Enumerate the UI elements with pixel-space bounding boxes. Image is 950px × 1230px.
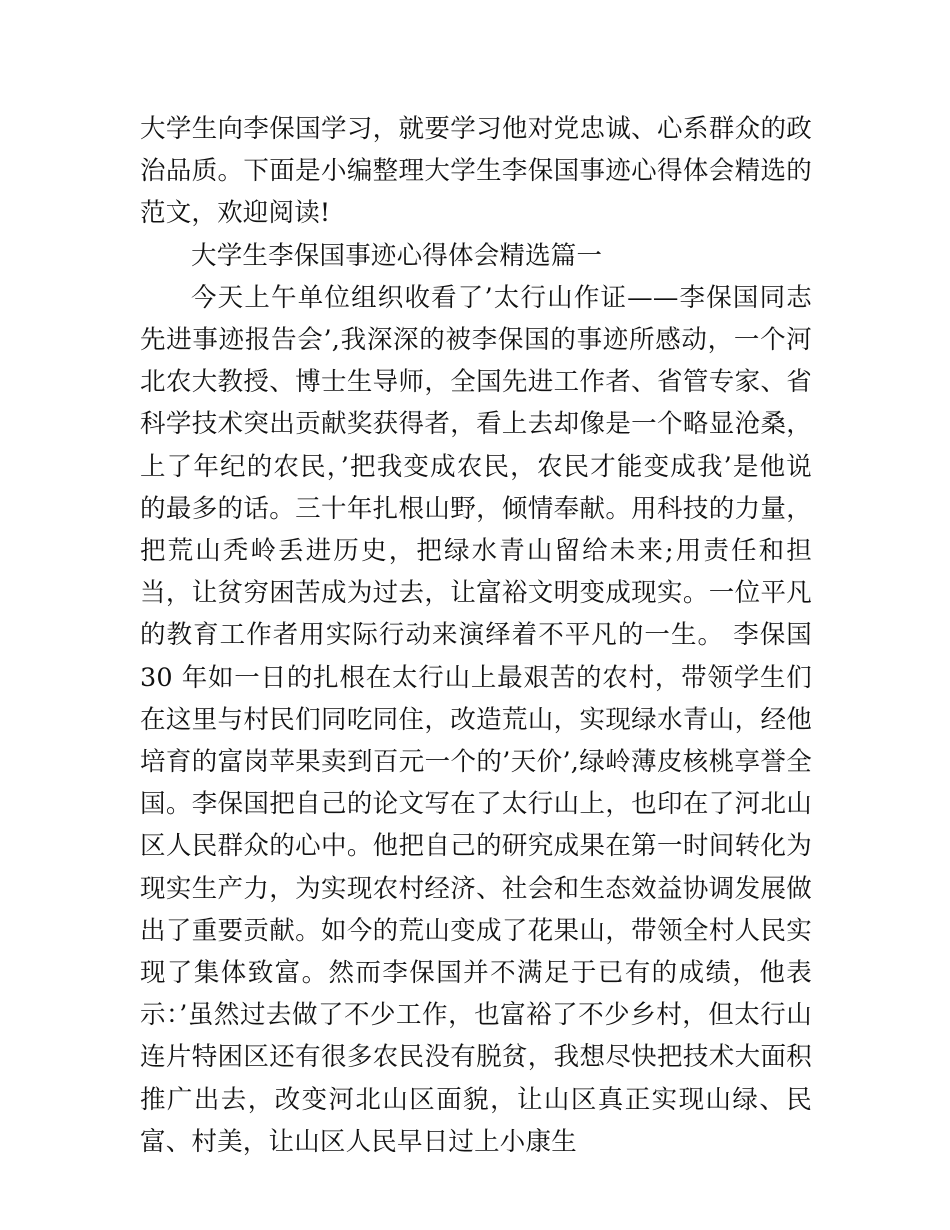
document-page — [140, 108, 812, 1163]
intro-paragraph: 大学生向李保国学习，就要学习他对党忠诚、心系群众的政治品质。下面是小编整理大学生李保国事迹心得体会精选的范文，欢迎阅读! — [140, 114, 812, 229]
body-paragraph: 今天上午单位组织收看了’太行山作证——李保国同志先进事迹报告会’,我深深的被李保国的事迹所感动，一个河北农大教授、博士生导师，全国先进工作者、省管专家、省科学技术突出贡献奖获得者，看上去却像是一个略显沧桑，上了年纪的农民，’把我变成农民，农民才能变成我’是他说的最多的话。三十年扎根山野，倾情奉献。用科技的力量，把荒山秃岭丢进历史，把绿水青山留给未来;用责任和担当，让贫穷困苦成为过去，让富裕文明变成现实。一位平凡的教育工作者用实际行动来演绎着不平凡的一生。 李保国 30 年如一日的扎根在太行山上最艰苦的农村，带领学生们在这里与村民们同吃同住，改造荒山，实现绿水青山，经他培育的富岗苹果卖到百元一个的’天价’,绿岭薄皮核桃享誉全国。李保国把自己的论文写在了太行山上，也印在了河北山区人民群众的心中。他把自己的研究成果在第一时间转化为现实生产力，为实现农村经济、社会和生态效益协调发展做出了重要贡献。如今的荒山变成了花果山，带领全村人民实现了集体致富。然而李保国并不满足于已有的成绩，他表示：’虽然过去做了不少工作，也富裕了不少乡村，但太行山连片特困区还有很多农民没有脱贫，我想尽快把技术大面积推广出去，改变河北山区面貌，让山区真正实现山绿、民富、村美，让山区人民早日过上小康生 — [140, 282, 812, 1157]
section-heading: 大学生李保国事迹心得体会精选篇一 — [191, 240, 603, 271]
